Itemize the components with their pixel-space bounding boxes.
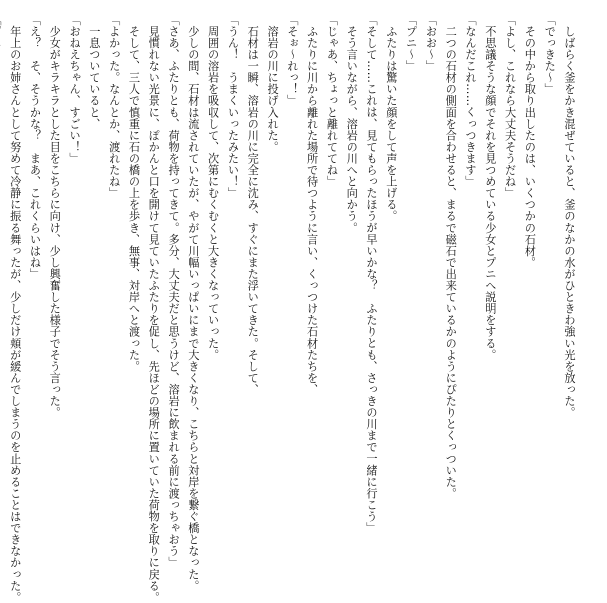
- text-line: 少しの間、石材は流されていたが、やがて川幅いっぱいにまで大きくなり、こちらと対岸を繋ぐ橋となった。: [186, 14, 200, 592]
- text-line: 少女がキラキラとした目をこちらに向け、少し興奮した様子でそう言った。: [48, 14, 62, 419]
- vertical-text-body: [0, 14, 579, 603]
- text-line: 周囲の溶岩を吸収して、次第にむくむくと大きくなっていった。: [206, 14, 220, 361]
- text-line: 「え？ そ、そうかな？ まあ、これくらいはね」: [28, 14, 42, 280]
- text-line: 溶岩の川に投げ入れた。: [266, 14, 280, 153]
- text-line: 「プニ〜」: [404, 14, 418, 72]
- text-line: ふたりは驚いた顔をして声を上げる。: [384, 14, 398, 222]
- text-line: 「なんだこれ……くっつきます」: [464, 14, 478, 188]
- text-line: そして、三人で慎重に石の橋の上を歩き、無事、対岸へと渡った。: [127, 14, 141, 373]
- text-line: その中から取り出したのは、いくつかの石材。: [523, 14, 537, 269]
- text-line: 「おねえちゃん、すごい！」: [68, 14, 82, 165]
- text-line: しばらく釜をかき混ぜていると、釜のなかの水がひときわ強い光を放った。: [563, 14, 576, 419]
- text-line: 不思議そうな顔でそれを見つめている少女とプニへ説明をする。: [483, 14, 497, 361]
- text-line: 「よかった。なんとか、渡れたね」: [107, 14, 121, 199]
- text-line: 石材は一瞬、溶岩の川に完全に沈み、すぐにまた浮いてきた。そして、: [246, 14, 260, 396]
- text-line: そう言いながら、溶岩の川へと向かう。: [345, 14, 359, 234]
- text-line: ふたりに川から離れた場所で待つように言い、くっつけた石材たちを、: [305, 14, 319, 396]
- text-line: 「そして……これは、見てもらったほうが早いかな？ ふたりとも、さっきの川まで一緒に行こう」: [365, 14, 379, 534]
- text-line: 見慣れない光景に、ぽかんと口を開けて見ていたふたりを促し、先ほどの場所に置いていた荷物を取りに戻る。: [147, 14, 161, 603]
- text-line: 年上のお姉さんとして努めて冷静に振る舞ったが、少しだけ頬が緩んでしまうのを止めることはできなかった。: [8, 14, 22, 603]
- text-line: 「そぉ〜れっ！」: [285, 14, 299, 107]
- text-line: 一息ついていると、: [87, 14, 101, 130]
- text-line: 「うん！ うまくいったみたい！」: [226, 14, 240, 199]
- text-line: 「じゃあ、ちょっと離れててね」: [325, 14, 339, 188]
- text-line: 「でっきた〜」: [543, 14, 557, 95]
- text-line: 「おお〜」: [424, 14, 438, 72]
- text-line: 二つの石材の側面を合わせると、まるで磁石で出来ているかのようにぴたりとくっついた。: [444, 14, 458, 500]
- text-line: 「さあ、ふたりとも、荷物を持ってきて。多分、大丈夫だと思うけど、溶岩に飲まれる前に渡っちゃおう」: [167, 14, 181, 569]
- text-line: 「よし、これなら大丈夫そうだね」: [503, 14, 517, 199]
